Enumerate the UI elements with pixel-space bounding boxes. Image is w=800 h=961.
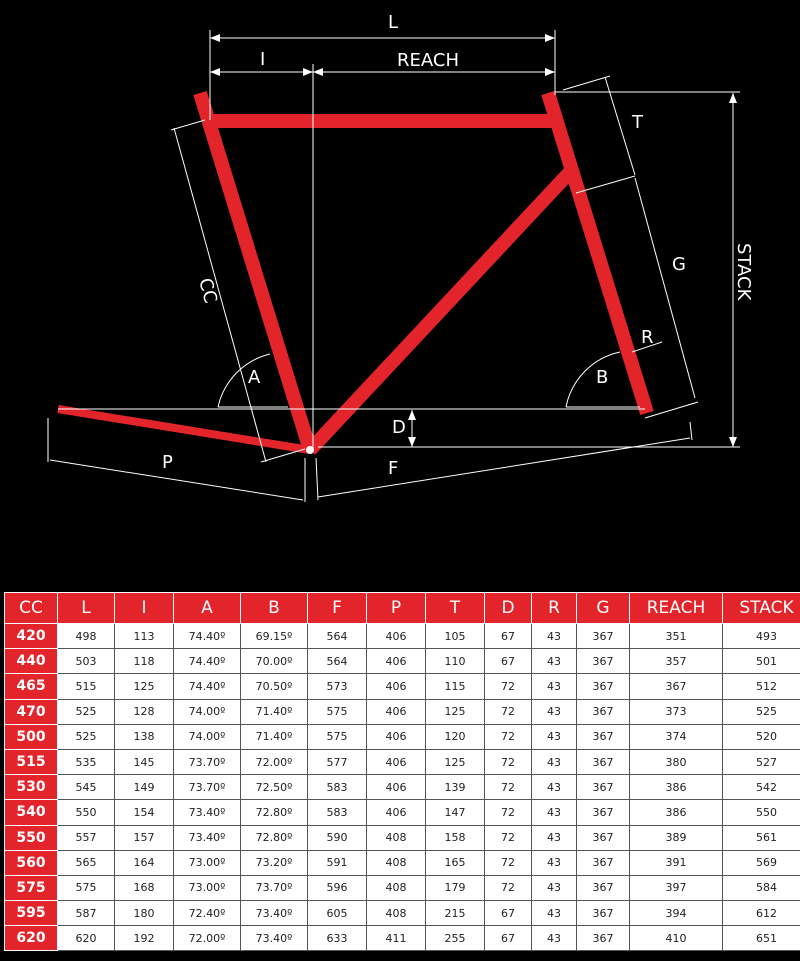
table-cell: 115: [426, 674, 485, 699]
down-tube: [310, 172, 570, 450]
table-cell: 72.40º: [174, 901, 241, 926]
column-header: D: [485, 593, 532, 624]
table-cell: 73.70º: [174, 775, 241, 800]
table-cell: 367: [577, 850, 630, 875]
table-cell: 596: [308, 875, 367, 900]
table-cell: 512: [723, 674, 800, 699]
geometry-table: [4, 592, 800, 951]
table-cell: 575: [58, 875, 115, 900]
table-cell: 179: [426, 875, 485, 900]
table-cell: 67: [485, 624, 532, 649]
table-cell: 367: [577, 724, 630, 749]
table-cell: 110: [426, 649, 485, 674]
column-header: R: [532, 593, 577, 624]
table-cell: 72.00º: [241, 749, 308, 774]
table-cell: 72: [485, 775, 532, 800]
column-header: A: [174, 593, 241, 624]
table-cell: 545: [58, 775, 115, 800]
size-cell: 550: [5, 825, 58, 850]
table-cell: 406: [367, 749, 426, 774]
table-cell: 71.40º: [241, 724, 308, 749]
table-cell: 575: [308, 699, 367, 724]
table-cell: 612: [723, 901, 800, 926]
table-cell: 125: [115, 674, 174, 699]
label-stack: STACK: [733, 243, 754, 301]
label-r: R: [641, 327, 654, 348]
table-cell: 157: [115, 825, 174, 850]
table-cell: 43: [532, 724, 577, 749]
label-t: T: [632, 112, 643, 133]
table-cell: 620: [58, 926, 115, 951]
header-row: [5, 593, 800, 624]
table-cell: 43: [532, 649, 577, 674]
table-cell: 525: [723, 699, 800, 724]
table-cell: 118: [115, 649, 174, 674]
table-cell: 72: [485, 875, 532, 900]
table-cell: 367: [577, 624, 630, 649]
table-cell: 394: [630, 901, 723, 926]
label-i: I: [260, 49, 266, 70]
table-cell: 73.40º: [174, 800, 241, 825]
label-b: B: [596, 367, 609, 388]
table-cell: 72: [485, 674, 532, 699]
label-l: L: [388, 12, 399, 33]
table-cell: 138: [115, 724, 174, 749]
table-cell: 158: [426, 825, 485, 850]
table-cell: 147: [426, 800, 485, 825]
table-cell: 72.80º: [241, 825, 308, 850]
table-cell: 367: [577, 749, 630, 774]
size-cell: 465: [5, 674, 58, 699]
table-cell: 411: [367, 926, 426, 951]
table-cell: 139: [426, 775, 485, 800]
table-cell: 397: [630, 875, 723, 900]
table-cell: 105: [426, 624, 485, 649]
table-cell: 367: [577, 674, 630, 699]
table-row: [5, 926, 800, 951]
table-cell: 73.00º: [174, 850, 241, 875]
table-cell: 408: [367, 825, 426, 850]
table-cell: 180: [115, 901, 174, 926]
label-a: A: [248, 367, 261, 388]
table-cell: 168: [115, 875, 174, 900]
table-cell: 149: [115, 775, 174, 800]
table-cell: 72.50º: [241, 775, 308, 800]
label-reach: REACH: [397, 50, 459, 71]
table-cell: 113: [115, 624, 174, 649]
column-header: G: [577, 593, 630, 624]
seat-tube: [200, 93, 310, 450]
table-cell: 410: [630, 926, 723, 951]
geometry-table-body: [5, 624, 800, 951]
table-cell: 367: [577, 875, 630, 900]
column-header: P: [367, 593, 426, 624]
label-f: F: [388, 458, 399, 479]
label-cc: CC: [194, 275, 221, 306]
table-cell: 67: [485, 901, 532, 926]
table-cell: 389: [630, 825, 723, 850]
table-cell: 43: [532, 901, 577, 926]
table-cell: 255: [426, 926, 485, 951]
table-cell: 367: [577, 699, 630, 724]
table-cell: 74.40º: [174, 649, 241, 674]
table-cell: 406: [367, 649, 426, 674]
table-cell: 351: [630, 624, 723, 649]
table-cell: 73.40º: [241, 901, 308, 926]
table-cell: 72.80º: [241, 800, 308, 825]
table-cell: 43: [532, 926, 577, 951]
table-cell: 72: [485, 825, 532, 850]
table-cell: 373: [630, 699, 723, 724]
table-cell: 569: [723, 850, 800, 875]
table-row: [5, 901, 800, 926]
table-row: [5, 800, 800, 825]
table-cell: 367: [630, 674, 723, 699]
table-cell: 408: [367, 850, 426, 875]
table-cell: 587: [58, 901, 115, 926]
geometry-table-header: [5, 593, 800, 624]
column-header: F: [308, 593, 367, 624]
table-cell: 154: [115, 800, 174, 825]
table-cell: 72: [485, 749, 532, 774]
size-cell: 470: [5, 699, 58, 724]
table-cell: 357: [630, 649, 723, 674]
table-cell: 43: [532, 749, 577, 774]
table-cell: 67: [485, 926, 532, 951]
table-cell: 406: [367, 775, 426, 800]
table-cell: 145: [115, 749, 174, 774]
table-cell: 408: [367, 875, 426, 900]
column-header: CC: [5, 593, 58, 624]
table-cell: 72: [485, 800, 532, 825]
table-cell: 367: [577, 800, 630, 825]
size-cell: 530: [5, 775, 58, 800]
table-cell: 535: [58, 749, 115, 774]
table-cell: 391: [630, 850, 723, 875]
table-cell: 406: [367, 800, 426, 825]
size-cell: 500: [5, 724, 58, 749]
table-cell: 43: [532, 674, 577, 699]
table-cell: 408: [367, 901, 426, 926]
table-cell: 584: [723, 875, 800, 900]
column-header: REACH: [630, 593, 723, 624]
table-cell: 125: [426, 749, 485, 774]
table-cell: 73.70º: [241, 875, 308, 900]
size-cell: 595: [5, 901, 58, 926]
table-cell: 43: [532, 775, 577, 800]
table-cell: 406: [367, 699, 426, 724]
table-cell: 525: [58, 699, 115, 724]
table-cell: 493: [723, 624, 800, 649]
table-cell: 557: [58, 825, 115, 850]
table-cell: 71.40º: [241, 699, 308, 724]
label-g: G: [672, 254, 686, 275]
table-cell: 70.50º: [241, 674, 308, 699]
table-cell: 73.40º: [174, 825, 241, 850]
table-cell: 386: [630, 775, 723, 800]
table-cell: 74.00º: [174, 724, 241, 749]
table-cell: 367: [577, 926, 630, 951]
table-cell: 633: [308, 926, 367, 951]
table-cell: 525: [58, 724, 115, 749]
table-cell: 515: [58, 674, 115, 699]
table-cell: 583: [308, 775, 367, 800]
table-cell: 583: [308, 800, 367, 825]
column-header: B: [241, 593, 308, 624]
column-header: L: [58, 593, 115, 624]
column-header: I: [115, 593, 174, 624]
label-p: P: [162, 452, 173, 473]
table-row: [5, 699, 800, 724]
label-d: D: [392, 417, 406, 438]
column-header: T: [426, 593, 485, 624]
table-cell: 406: [367, 724, 426, 749]
table-cell: 542: [723, 775, 800, 800]
table-cell: 590: [308, 825, 367, 850]
table-cell: 605: [308, 901, 367, 926]
table-cell: 74.40º: [174, 674, 241, 699]
table-cell: 72: [485, 699, 532, 724]
table-row: [5, 850, 800, 875]
table-cell: 577: [308, 749, 367, 774]
table-cell: 550: [58, 800, 115, 825]
size-cell: 560: [5, 850, 58, 875]
table-cell: 573: [308, 674, 367, 699]
table-cell: 120: [426, 724, 485, 749]
table-cell: 43: [532, 850, 577, 875]
table-cell: 128: [115, 699, 174, 724]
table-cell: 501: [723, 649, 800, 674]
size-cell: 440: [5, 649, 58, 674]
table-cell: 564: [308, 624, 367, 649]
table-cell: 591: [308, 850, 367, 875]
table-cell: 386: [630, 800, 723, 825]
table-row: [5, 649, 800, 674]
table-cell: 550: [723, 800, 800, 825]
table-cell: 43: [532, 624, 577, 649]
table-cell: 125: [426, 699, 485, 724]
table-cell: 164: [115, 850, 174, 875]
table-cell: 165: [426, 850, 485, 875]
size-cell: 420: [5, 624, 58, 649]
table-cell: 70.00º: [241, 649, 308, 674]
table-row: [5, 825, 800, 850]
table-cell: 192: [115, 926, 174, 951]
bike-frame: [200, 93, 647, 450]
table-cell: 651: [723, 926, 800, 951]
table-row: [5, 875, 800, 900]
table-cell: 406: [367, 624, 426, 649]
chainstay: [58, 409, 310, 450]
table-cell: 498: [58, 624, 115, 649]
table-cell: 67: [485, 649, 532, 674]
table-cell: 73.20º: [241, 850, 308, 875]
column-header: STACK: [723, 593, 800, 624]
table-cell: 74.00º: [174, 699, 241, 724]
table-cell: 367: [577, 825, 630, 850]
table-cell: 69.15º: [241, 624, 308, 649]
table-row: [5, 749, 800, 774]
head-tube: [548, 93, 647, 413]
table-cell: 72: [485, 850, 532, 875]
size-cell: 575: [5, 875, 58, 900]
table-cell: 367: [577, 649, 630, 674]
table-cell: 406: [367, 674, 426, 699]
table-cell: 73.70º: [174, 749, 241, 774]
size-cell: 515: [5, 749, 58, 774]
table-cell: 503: [58, 649, 115, 674]
table-cell: 72: [485, 724, 532, 749]
table-cell: 527: [723, 749, 800, 774]
table-cell: 72.00º: [174, 926, 241, 951]
table-row: [5, 775, 800, 800]
table-row: [5, 724, 800, 749]
table-cell: 43: [532, 800, 577, 825]
table-cell: 43: [532, 875, 577, 900]
table-cell: 74.40º: [174, 624, 241, 649]
table-cell: 561: [723, 825, 800, 850]
table-cell: 43: [532, 699, 577, 724]
table-cell: 73.40º: [241, 926, 308, 951]
table-cell: 43: [532, 825, 577, 850]
size-cell: 620: [5, 926, 58, 951]
table-row: [5, 624, 800, 649]
table-cell: 367: [577, 775, 630, 800]
table-row: [5, 674, 800, 699]
table-cell: 73.00º: [174, 875, 241, 900]
table-cell: 367: [577, 901, 630, 926]
table-cell: 520: [723, 724, 800, 749]
table-cell: 374: [630, 724, 723, 749]
table-cell: 380: [630, 749, 723, 774]
size-cell: 540: [5, 800, 58, 825]
table-cell: 215: [426, 901, 485, 926]
table-cell: 565: [58, 850, 115, 875]
table-cell: 575: [308, 724, 367, 749]
table-cell: 564: [308, 649, 367, 674]
